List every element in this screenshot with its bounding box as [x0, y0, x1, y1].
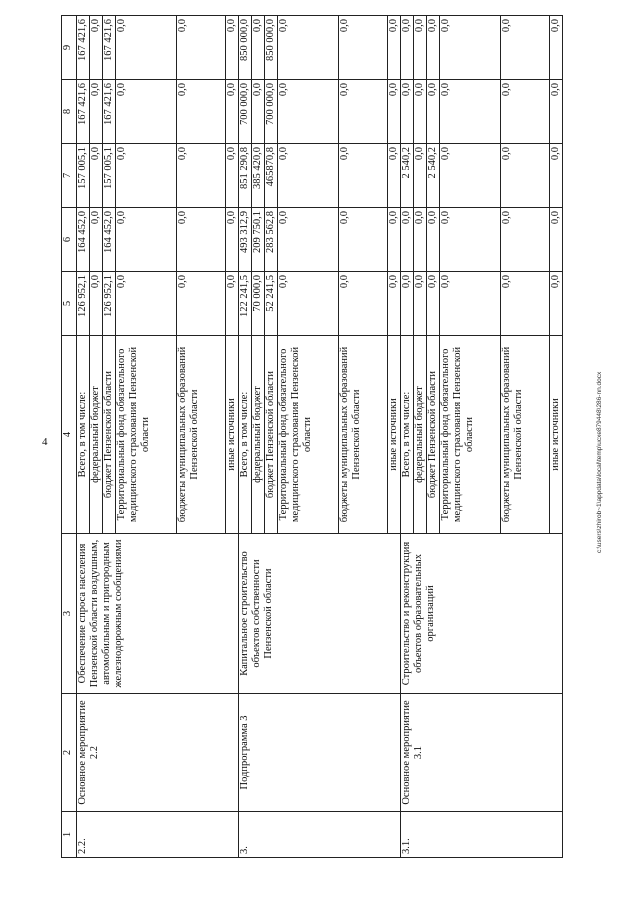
- funding-value: 0,0: [116, 272, 177, 336]
- rotated-table-wrapper: [61, 16, 579, 858]
- row-number: 3.1.: [401, 812, 563, 858]
- funding-value: 0,0: [501, 272, 550, 336]
- funding-value: 209 750,1: [252, 208, 265, 272]
- table-row: [77, 16, 90, 858]
- funding-value: 850 000,0: [265, 16, 278, 80]
- funding-value: 0,0: [427, 208, 440, 272]
- funding-value: 0,0: [226, 16, 239, 80]
- funding-source: бюджеты муниципальных образований Пензенской области: [501, 336, 550, 534]
- funding-value: 0,0: [177, 144, 226, 208]
- funding-value: 0,0: [550, 208, 563, 272]
- funding-value: 0,0: [401, 208, 414, 272]
- funding-value: 0,0: [501, 80, 550, 144]
- funding-value: 0,0: [226, 208, 239, 272]
- funding-value: 164 452,0: [103, 208, 116, 272]
- activity-description: Капитальное строительство объектов собственности Пензенской области: [239, 534, 401, 694]
- funding-value: 0,0: [414, 272, 427, 336]
- funding-source: бюджет Пензенской области: [265, 336, 278, 534]
- funding-source: бюджет Пензенской области: [103, 336, 116, 534]
- page-number: 4: [42, 436, 48, 448]
- funding-value: 0,0: [90, 208, 103, 272]
- funding-source: иные источники: [550, 336, 563, 534]
- funding-value: 0,0: [116, 208, 177, 272]
- funding-value: 0,0: [339, 80, 388, 144]
- funding-value: 700 000,0: [265, 80, 278, 144]
- funding-value: 0,0: [226, 80, 239, 144]
- funding-source: Всего, в том числе:: [401, 336, 414, 534]
- funding-value: 0,0: [339, 16, 388, 80]
- funding-value: 0,0: [388, 144, 401, 208]
- funding-value: 0,0: [414, 208, 427, 272]
- funding-value: 0,0: [90, 16, 103, 80]
- funding-source: федеральный бюджет: [90, 336, 103, 534]
- funding-value: 122 241,5: [239, 272, 252, 336]
- funding-source: иные источники: [388, 336, 401, 534]
- row-number: 3.: [239, 812, 401, 858]
- funding-value: 0,0: [550, 16, 563, 80]
- funding-value: 0,0: [414, 16, 427, 80]
- funding-value: 2 540,2: [401, 144, 414, 208]
- funding-value: 0,0: [440, 144, 501, 208]
- funding-value: 167 421,6: [77, 80, 90, 144]
- funding-value: 851 290,8: [239, 144, 252, 208]
- funding-value: 0,0: [177, 272, 226, 336]
- funding-value: 0,0: [339, 272, 388, 336]
- header-cell: 1: [62, 812, 77, 858]
- funding-value: 493 312,9: [239, 208, 252, 272]
- funding-source: бюджеты муниципальных образований Пензенской области: [177, 336, 226, 534]
- funding-value: 850 000,0: [239, 16, 252, 80]
- table-row: [239, 16, 252, 858]
- funding-value: 167 421,6: [103, 80, 116, 144]
- funding-value: 0,0: [278, 80, 339, 144]
- activity-name: Подпрограмма 3: [239, 694, 401, 812]
- funding-value: 0,0: [278, 208, 339, 272]
- funding-value: 0,0: [550, 144, 563, 208]
- header-cell: 2: [62, 694, 77, 812]
- funding-value: 0,0: [252, 80, 265, 144]
- header-cell: 6: [62, 208, 77, 272]
- funding-value: 164 452,0: [77, 208, 90, 272]
- funding-source: Территориальный фонд обязательного медицинского страхования Пензенской области: [278, 336, 339, 534]
- funding-value: 0,0: [90, 80, 103, 144]
- funding-value: 0,0: [388, 80, 401, 144]
- funding-value: 0,0: [440, 208, 501, 272]
- funding-value: 0,0: [278, 272, 339, 336]
- funding-table: [61, 15, 563, 858]
- funding-source: иные источники: [226, 336, 239, 534]
- funding-value: 0,0: [388, 272, 401, 336]
- header-cell: 5: [62, 272, 77, 336]
- funding-value: 167 421,6: [77, 16, 90, 80]
- funding-value: 0,0: [278, 144, 339, 208]
- funding-value: 0,0: [414, 144, 427, 208]
- funding-value: 70 000,0: [252, 272, 265, 336]
- funding-value: 0,0: [501, 144, 550, 208]
- funding-value: 0,0: [177, 16, 226, 80]
- funding-value: 157 005,1: [103, 144, 116, 208]
- file-path-footer: c:\users\zhirob~1\appdata\local\temp\ucxe879448\286-nn.docx: [596, 371, 603, 553]
- funding-value: 0,0: [427, 80, 440, 144]
- funding-value: 385 420,0: [252, 144, 265, 208]
- funding-value: 465870,8: [265, 144, 278, 208]
- activity-name: Основное мероприятие 2.2: [77, 694, 239, 812]
- funding-source: федеральный бюджет: [414, 336, 427, 534]
- funding-value: 126 952,1: [103, 272, 116, 336]
- funding-value: 0,0: [440, 80, 501, 144]
- funding-value: 0,0: [440, 16, 501, 80]
- funding-value: 0,0: [90, 272, 103, 336]
- funding-value: 0,0: [550, 80, 563, 144]
- funding-source: бюджет Пензенской области: [427, 336, 440, 534]
- row-number: 2.2.: [77, 812, 239, 858]
- funding-value: 0,0: [226, 144, 239, 208]
- funding-value: 0,0: [388, 208, 401, 272]
- funding-value: 0,0: [90, 144, 103, 208]
- funding-value: 0,0: [401, 272, 414, 336]
- activity-name: Основное мероприятие 3.1: [401, 694, 563, 812]
- funding-source: Территориальный фонд обязательного медицинского страхования Пензенской области: [116, 336, 177, 534]
- funding-value: 0,0: [177, 80, 226, 144]
- header-cell: 3: [62, 534, 77, 694]
- funding-value: 0,0: [427, 16, 440, 80]
- activity-description: Строительство и реконструкция объектов образовательных организаций: [401, 534, 563, 694]
- funding-value: 700 000,0: [239, 80, 252, 144]
- header-cell: 7: [62, 144, 77, 208]
- funding-value: 0,0: [278, 16, 339, 80]
- header-cell: 8: [62, 80, 77, 144]
- funding-value: 0,0: [388, 16, 401, 80]
- header-cell: 9: [62, 16, 77, 80]
- funding-source: Территориальный фонд обязательного медицинского страхования Пензенской области: [440, 336, 501, 534]
- funding-value: 0,0: [116, 80, 177, 144]
- funding-source: федеральный бюджет: [252, 336, 265, 534]
- funding-value: 0,0: [414, 80, 427, 144]
- funding-value: 0,0: [501, 208, 550, 272]
- activity-description: Обеспечение спроса населения Пензенской области воздушным, автомобильным и пригородным железнодорожным сообщениями: [77, 534, 239, 694]
- funding-value: 0,0: [116, 16, 177, 80]
- funding-value: 0,0: [226, 272, 239, 336]
- funding-value: 0,0: [401, 16, 414, 80]
- funding-value: 157 005,1: [77, 144, 90, 208]
- funding-value: 2 540,2: [427, 144, 440, 208]
- funding-value: 0,0: [501, 16, 550, 80]
- funding-source: Всего, в том числе:: [77, 336, 90, 534]
- funding-value: 0,0: [427, 272, 440, 336]
- table-row: [401, 16, 414, 858]
- header-row: [62, 16, 77, 858]
- funding-value: 0,0: [339, 208, 388, 272]
- funding-value: 0,0: [116, 144, 177, 208]
- funding-source: бюджеты муниципальных образований Пензенской области: [339, 336, 388, 534]
- funding-value: 126 952,1: [77, 272, 90, 336]
- funding-value: 0,0: [252, 16, 265, 80]
- funding-source: Всего, в том числе:: [239, 336, 252, 534]
- funding-value: 0,0: [177, 208, 226, 272]
- funding-value: 167 421,6: [103, 16, 116, 80]
- funding-value: 0,0: [550, 272, 563, 336]
- funding-value: 0,0: [440, 272, 501, 336]
- funding-value: 0,0: [401, 80, 414, 144]
- funding-value: 0,0: [339, 144, 388, 208]
- header-cell: 4: [62, 336, 77, 534]
- table-body: [77, 16, 563, 858]
- funding-value: 283 562,8: [265, 208, 278, 272]
- funding-value: 52 241,5: [265, 272, 278, 336]
